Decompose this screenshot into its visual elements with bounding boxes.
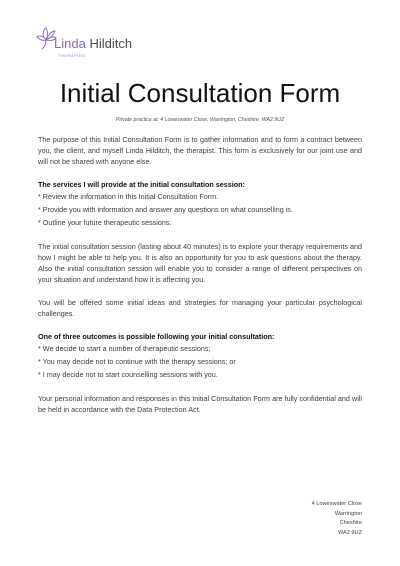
services-heading: The services I will provide at the initial consultation session: <box>38 180 245 189</box>
page-title: Initial Consultation Form <box>59 78 341 108</box>
list-item: * I may decide not to start counselling sessions with you. <box>38 370 218 379</box>
list-item: * Provide you with information and answer any questions on what counselling is. <box>38 205 293 214</box>
footer-address <box>312 500 362 538</box>
practice-address-line: Private practice at: 4 Loweswater Close, Warrington, Cheshire, WA2 9UZ <box>115 117 285 123</box>
intro-paragraph: The purpose of this Initial Consultation Form is to gather information and to form a contract between you, the client, and myself Linda Hilditch, the therapist. This form is exclusively for our joint use and will not be shared with anyone else. <box>38 135 362 166</box>
strategies-paragraph: You will be offered some initial ideas and strategies for managing your particular psychological challenges. <box>38 298 362 318</box>
brand-logo <box>36 22 156 62</box>
brand-first-name: Linda <box>54 36 86 51</box>
form-body <box>38 134 362 415</box>
address-line: 4 Loweswater Close <box>311 501 362 507</box>
outcomes-heading: One of three outcomes is possible following your initial consultation: <box>38 332 275 341</box>
address-line: Cheshire <box>339 520 362 526</box>
brand-name <box>54 36 132 51</box>
session-paragraph: The initial consultation session (lasting about 40 minutes) is to explore your therapy requirements and how I might be able to help you. It is also an opportunity for you to ask questions about the therapy. Also the initial consultation session will enable you to consider a range of different perspectives on your situation and understand how it is affecting you. <box>38 242 362 284</box>
brand-tagline: THERAPIES <box>58 53 86 58</box>
list-item: * We decide to start a number of therapeutic sessions; <box>38 344 211 353</box>
list-item: * Outline your future therapeutic sessions. <box>38 218 172 227</box>
address-line: Warrington <box>334 510 362 517</box>
confidential-paragraph: Your personal information and responses in this Initial Consultation Form are fully confidential and will be held in accordance with the Data Protection Act. <box>38 394 362 414</box>
address-line: WA2 9UZ <box>337 529 362 536</box>
brand-last-name: Hilditch <box>89 36 133 51</box>
list-item: * You may decide not to continue with the therapy sessions; or <box>38 357 236 366</box>
outcomes-list <box>38 342 362 381</box>
services-list <box>38 190 362 229</box>
list-item: * Review the information in this Initial Consultation Form. <box>38 192 219 201</box>
